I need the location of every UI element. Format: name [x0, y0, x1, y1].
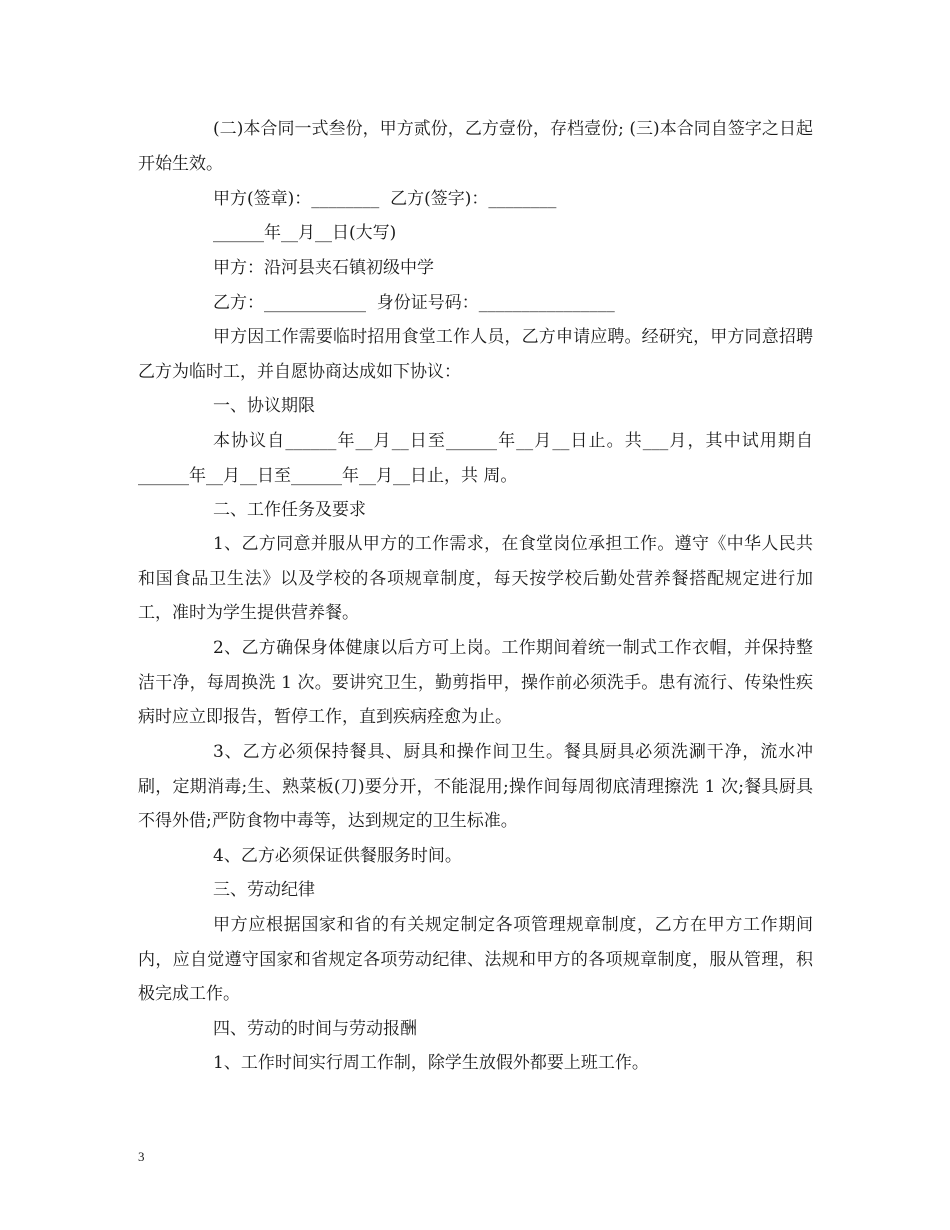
page-number: 3: [138, 1149, 145, 1164]
paragraph-party-a: 甲方：沿河县夹石镇初级中学: [213, 258, 434, 278]
heading-labor-discipline: 三、劳动纪律: [213, 880, 315, 900]
paragraph-task-3: 3、乙方必须保持餐具、厨具和操作间卫生。餐具厨具必须洗涮干净，流水冲刷，定期消毒;生、熟菜板(刀)要分开，不能混用;操作间每周彻底清理擦洗 1 次;餐具厨具不得外借;严防食物中毒等，达到规定的卫生标准。: [138, 742, 813, 832]
heading-agreement-term: 一、协议期限: [213, 396, 315, 416]
paragraph-task-4: 4、乙方必须保证供餐服务时间。: [213, 846, 462, 866]
paragraph-work-time: 1、工作时间实行周工作制，除学生放假外都要上班工作。: [213, 1053, 649, 1073]
paragraph-preamble: 甲方因工作需要临时招用食堂工作人员，乙方申请应聘。经研究，甲方同意招聘乙方为临时工，并自愿协商达成如下协议：: [138, 327, 813, 382]
heading-work-tasks: 二、工作任务及要求: [213, 500, 366, 520]
paragraph-signatures: 甲方(签章)：________ 乙方(签字)：________: [213, 189, 557, 209]
paragraph-task-1: 1、乙方同意并服从甲方的工作需求，在食堂岗位承担工作。遵守《中华人民共和国食品卫生法》以及学校的各项规章制度，每天按学校后勤处营养餐搭配规定进行加工，准时为学生提供营养餐。: [138, 534, 813, 624]
paragraph-labor-discipline: 甲方应根据国家和省的有关规定制定各项管理规章制度，乙方在甲方工作期间内，应自觉遵守国家和省规定各项劳动纪律、法规和甲方的各项规章制度，服从管理，积极完成工作。: [138, 915, 813, 1005]
paragraph-party-b: 乙方：____________ 身份证号码：________________: [213, 293, 615, 313]
paragraph-task-2: 2、乙方确保身体健康以后方可上岗。工作期间着统一制式工作衣帽，并保持整洁干净，每周换洗 1 次。要讲究卫生，勤剪指甲，操作前必须洗手。患有流行、传染性疾病时应立即报告，暂停工作，直到疾病痊愈为止。: [138, 638, 813, 728]
paragraph-contract-copies: (二)本合同一式叁份，甲方贰份，乙方壹份，存档壹份; (三)本合同自签字之日起开始生效。: [138, 119, 813, 174]
heading-work-time-pay: 四、劳动的时间与劳动报酬: [213, 1019, 417, 1039]
paragraph-date: ______年__月__日(大写): [213, 223, 397, 243]
paragraph-agreement-term: 本协议自______年__月__日至______年__月__日止。共___月，其中试用期自 ______年__月__日至______年__月__日止，共 周。: [138, 431, 813, 486]
